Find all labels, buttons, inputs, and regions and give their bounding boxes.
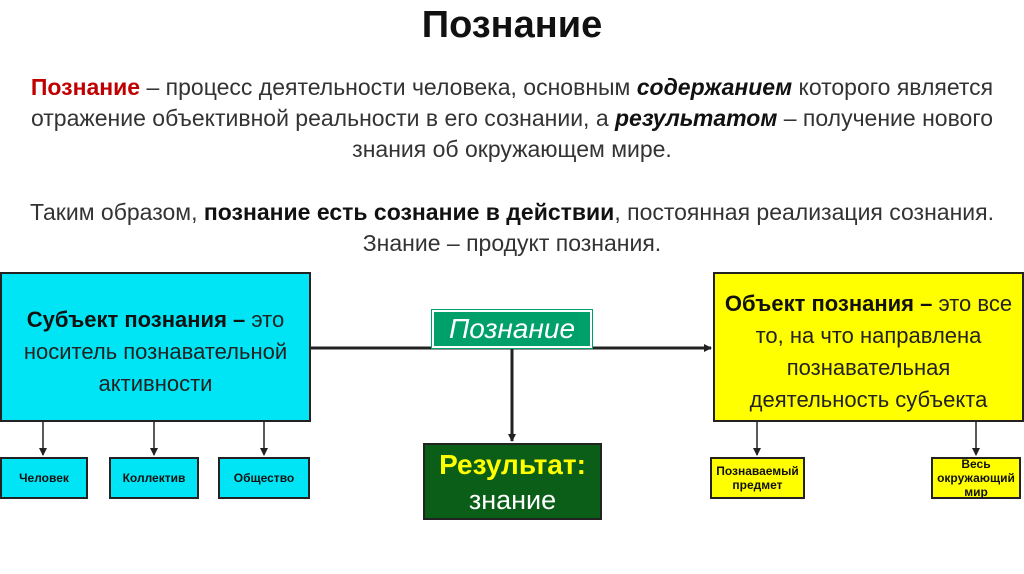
process-label: Познание: [432, 310, 592, 348]
result-title: Результат:: [439, 449, 586, 480]
result-box: [423, 443, 602, 520]
object-box: [713, 272, 1024, 422]
subject-child-collective: Коллектив: [109, 457, 199, 499]
object-child-whole-world: Весь окружающий мир: [931, 457, 1021, 499]
object-child-cognizable-subject: Познаваемый предмет: [710, 457, 805, 499]
subject-text: это носитель познавательной активности: [23, 307, 288, 396]
subject-box: [0, 272, 311, 422]
definition-result-word: результатом: [615, 105, 778, 131]
subject-child-society: Общество: [218, 457, 310, 499]
result-value: знание: [468, 485, 557, 515]
definition-content-word: содержанием: [636, 74, 793, 100]
page-title: Познание: [421, 4, 603, 46]
summary-text-1: Таким образом,: [29, 199, 204, 225]
definition-text-2: которого является отражение объективной реальности в его сознании, а: [30, 74, 994, 131]
summary-text-2: , постоянная реализация сознания. Знание – продукт познания.: [362, 199, 994, 256]
definition-term: Познание: [30, 74, 141, 100]
definition-text-3: – получение нового знания об окружающем мире.: [352, 105, 994, 162]
object-bold: Объект познания –: [724, 291, 933, 316]
subject-bold: Субъект познания –: [26, 307, 246, 332]
definition-text-1: – процесс деятельности человека, основным: [140, 74, 637, 100]
object-text: это все то, на что направлена познавательная деятельность субъекта: [749, 291, 1013, 412]
summary-bold: познание есть сознание в действии: [203, 199, 615, 225]
subject-child-person: Человек: [0, 457, 88, 499]
